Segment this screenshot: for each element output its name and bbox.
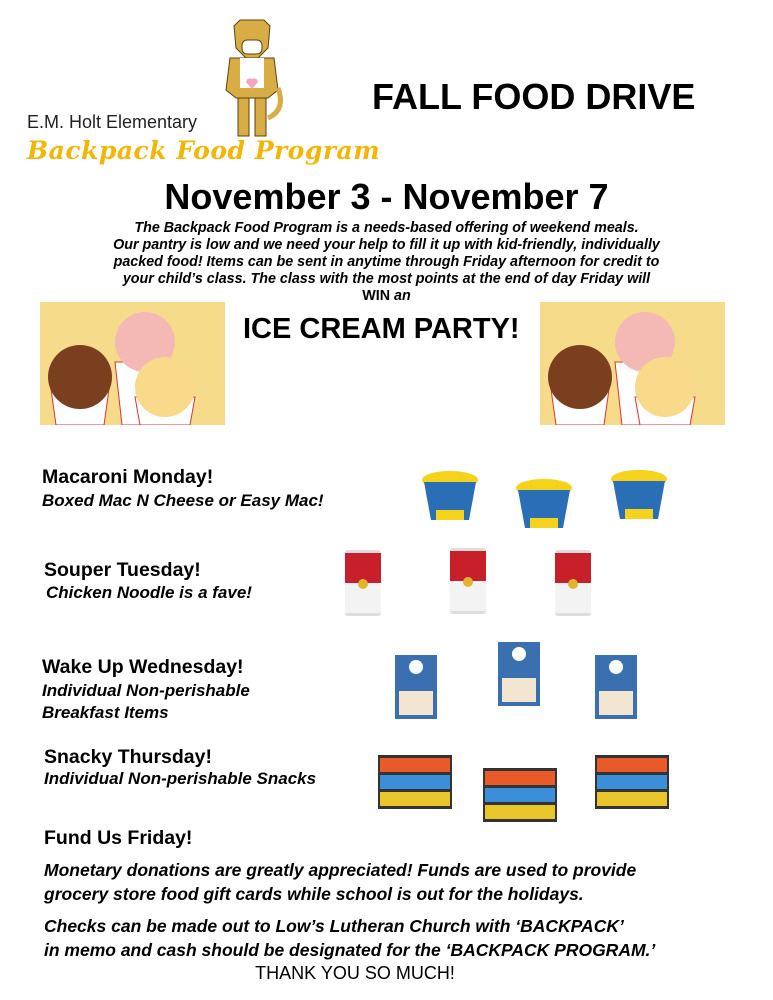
- school-name: E.M. Holt Elementary: [27, 112, 198, 132]
- wednesday-heading: Wake Up Wednesday!: [42, 656, 244, 678]
- ice-cream-image: [40, 302, 225, 425]
- snacks-image: [378, 755, 452, 809]
- soup-can-image: [450, 548, 486, 614]
- monday-heading: Macaroni Monday!: [42, 466, 214, 488]
- mac-cup-image: [515, 478, 573, 533]
- soup-can-image: [345, 550, 381, 616]
- thursday-sub: Individual Non-perishable Snacks: [44, 769, 317, 788]
- soup-can-image: [555, 550, 591, 616]
- checks-paragraph: [44, 914, 655, 962]
- ice-cream-image: [540, 302, 725, 425]
- wildcat-mascot-logo: [212, 18, 292, 140]
- wednesday-sub: Breakfast Items: [42, 703, 169, 722]
- monday-sub: Boxed Mac N Cheese or Easy Mac!: [42, 491, 324, 510]
- win-text: WIN: [362, 288, 391, 304]
- thank-you-text: THANK YOU SO MUCH!: [255, 963, 455, 983]
- oatmeal-box-image: [595, 655, 637, 719]
- drive-dates: November 3 - November 7: [164, 176, 609, 217]
- tuesday-sub: Chicken Noodle is a fave!: [46, 583, 252, 602]
- mac-cup-image: [421, 470, 479, 525]
- checks-line: in memo and cash should be designated for the ‘BACKPACK PROGRAM.’: [44, 940, 656, 960]
- friday-heading: Fund Us Friday!: [44, 827, 193, 849]
- page-title: FALL FOOD DRIVE: [372, 76, 696, 117]
- oatmeal-box-image: [498, 642, 540, 706]
- snacks-image: [595, 755, 669, 809]
- intro-line: your child’s class. The class with the most points at the end of day Friday will: [122, 271, 651, 287]
- prize-heading: ICE CREAM PARTY!: [243, 313, 520, 345]
- thursday-heading: Snacky Thursday!: [44, 746, 212, 768]
- donation-line: grocery store food gift cards while school is out for the holidays.: [44, 884, 584, 904]
- an-text: an: [394, 288, 411, 304]
- snacks-image: [483, 768, 557, 822]
- intro-line: Our pantry is low and we need your help to fill it up with kid-friendly, individually: [113, 237, 660, 253]
- mac-cup-image: [610, 469, 668, 524]
- intro-line: The Backpack Food Program is a needs-based offering of weekend meals.: [134, 220, 639, 236]
- intro-paragraph: [60, 220, 713, 305]
- tuesday-heading: Souper Tuesday!: [44, 559, 201, 581]
- wednesday-sub: Individual Non-perishable: [42, 681, 250, 700]
- oatmeal-box-image: [395, 655, 437, 719]
- program-name: Backpack Food Program: [27, 136, 381, 165]
- donation-line: Monetary donations are greatly appreciated! Funds are used to provide: [44, 860, 637, 880]
- intro-line: packed food! Items can be sent in anytime through Friday afternoon for credit to: [113, 254, 660, 270]
- checks-line: Checks can be made out to Low’s Lutheran Church with ‘BACKPACK’: [44, 916, 624, 936]
- donation-paragraph: [44, 858, 636, 906]
